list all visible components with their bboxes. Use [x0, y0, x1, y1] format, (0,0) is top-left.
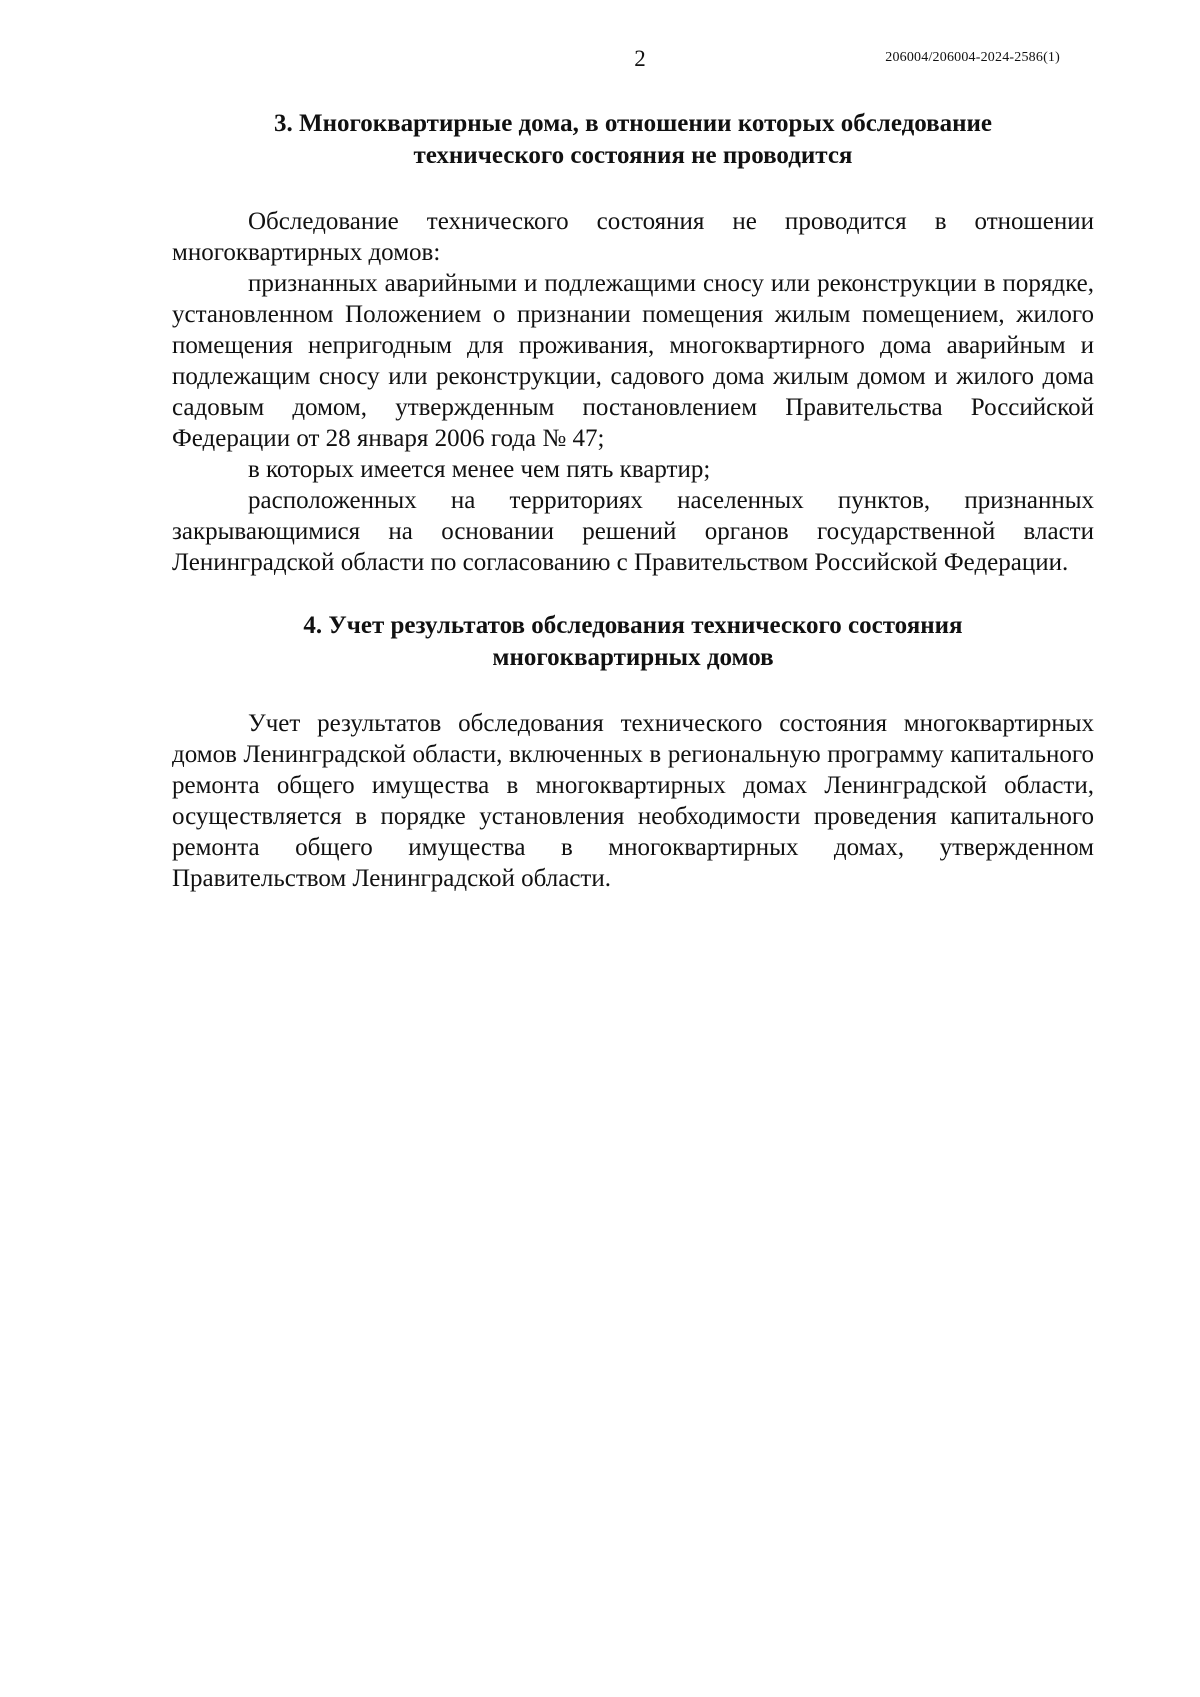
section-4-heading-line-1: 4. Учет результатов обследования технического состояния [303, 612, 963, 639]
section-3-item-3: расположенных на территориях населенных пунктов, признанных закрывающимися на основании решений органов государственной власти Ленинградской области по согласованию с Правительством Российской Федерации. [172, 487, 1094, 576]
document-body [172, 108, 1094, 894]
document-id: 206004/206004-2024-2586(1) [885, 50, 1060, 65]
section-3-item-2: в которых имеется менее чем пять квартир; [248, 456, 711, 483]
section-3-intro: Обследование технического состояния не проводится в отношении многоквартирных домов: [172, 208, 1094, 266]
section-3-item-1: признанных аварийными и подлежащими сносу или реконструкции в порядке, установленном Положением о признании помещения жилым помещением, жилого помещения непригодным для проживания, многоквартирного дома аварийным и подлежащим сносу или реконструкции, садового дома жилым домом и жилого дома садовым домом, утвержденным постановлением Правительства Российской Федерации от 28 января 2006 года № 47; [172, 270, 1094, 452]
section-3-heading-line-2: технического состояния не проводится [413, 142, 853, 169]
section-4-body: Учет результатов обследования технического состояния многоквартирных домов Ленинградской области, включенных в региональную программу капитального ремонта общего имущества в многоквартирных домах Ленинградской области, осуществляется в порядке установления необходимости проведения капитального ремонта общего имущества в многоквартирных домах, утвержденном Правительством Ленинградской области. [172, 710, 1094, 892]
section-3-heading [172, 108, 1094, 172]
section-3-heading-line-1: 3. Многоквартирные дома, в отношении которых обследование [273, 110, 993, 137]
section-4-heading-line-2: многоквартирных домов [492, 644, 774, 671]
page-number: 2 [634, 46, 646, 71]
section-4-heading [172, 610, 1094, 674]
